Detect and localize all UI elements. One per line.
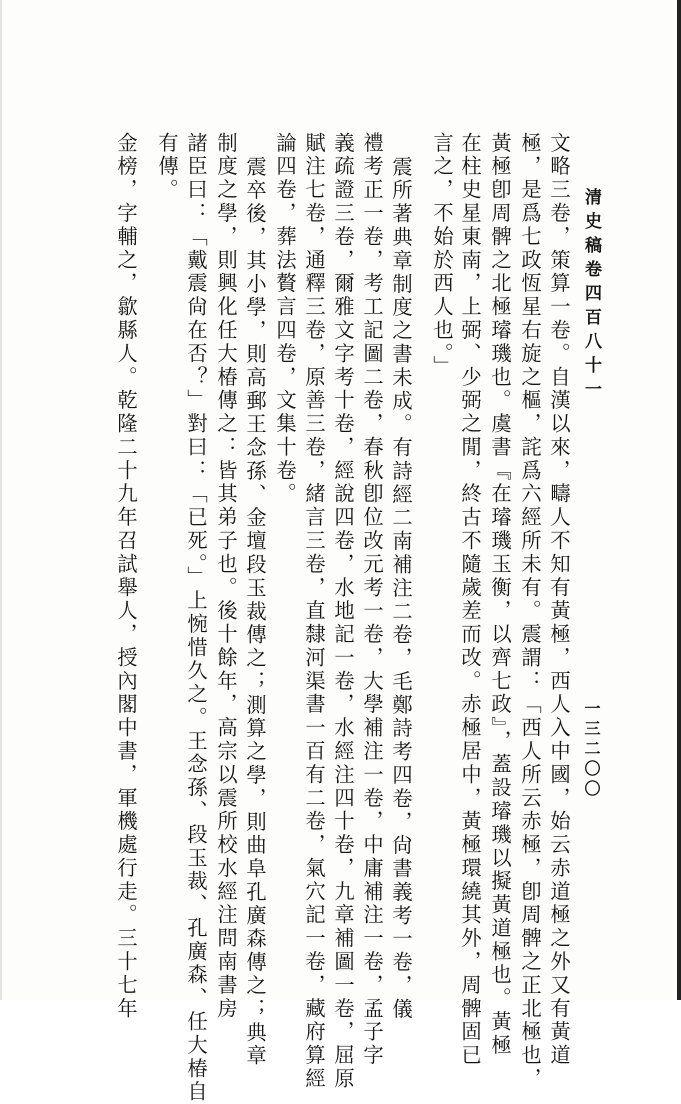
text-column-3: 黃極卽周髀之北極璿璣也。虞書『在璿璣玉衡，以齊七政』，蓋設璿璣以擬黃道極也。黃極	[488, 132, 512, 1058]
running-header: 清史稿卷四百八十一	[581, 188, 601, 404]
text-column-2: 極，是爲七政恆星右旋之樞，詫爲六經所未有。震謂：「西人所云赤極，卽周髀之正北極也，	[518, 132, 542, 1091]
text-column-1: 文略三卷，策算一卷。自漢以來，疇人不知有黃極，西人入中國，始云赤道極之外又有黃道	[547, 132, 571, 1068]
text-column-15: 金榜，字輔之，歙縣人。乾隆二十九年召試舉人，授內閣中書，軍機處行走。三十七年	[114, 132, 138, 1021]
text-column-8: 義疏證三卷，爾雅文字考十卷，經說四卷，水地記一卷，水經注四十卷，九章補圖一卷，屈原	[331, 132, 355, 1091]
text-column-6: 震所著典章制度之書未成。有詩經二南補注二卷，毛鄭詩考四卷，尙書義考一卷，儀	[389, 156, 413, 1022]
text-column-13: 諸臣曰：「戴震尙在否？」對曰：「已死。」上惋惜久之。王念孫、段玉裁、孔廣森、任大椿自	[184, 132, 208, 1104]
scan-edge-right	[677, 0, 681, 1000]
text-column-10: 論四卷，葬法贅言四卷，文集十卷。	[273, 132, 297, 507]
page-number: 一三二〇〇	[582, 700, 601, 800]
text-column-5: 言之，不始於西人也。」	[430, 132, 454, 380]
text-column-4: 在柱史星東南，上弼、少弼之閒，終古不隨歲差而改。赤極居中，黃極環繞其外，周髀固已	[458, 132, 482, 1068]
text-column-11: 震卒後，其小學，則高郵王念孫、金壇段玉裁傳之；測算之學，則曲阜孔廣森傳之；典章	[243, 156, 267, 1069]
text-column-12: 制度之學，則興化任大椿傳之：皆其弟子也。後十餘年，高宗以震所校水經注問南書房	[214, 132, 238, 1021]
text-column-14: 有傳。	[155, 132, 179, 203]
text-column-7: 禮考正一卷，考工記圖二卷，春秋卽位改元考一卷，大學補注一卷，中庸補注一卷，孟子字	[360, 132, 384, 1068]
text-column-9: 賦注七卷，通釋三卷，原善三卷，緒言三卷，直隸河渠書一百有二卷，氣穴記一卷，藏府算經	[302, 132, 326, 1091]
scan-edge-left	[0, 0, 2, 1000]
